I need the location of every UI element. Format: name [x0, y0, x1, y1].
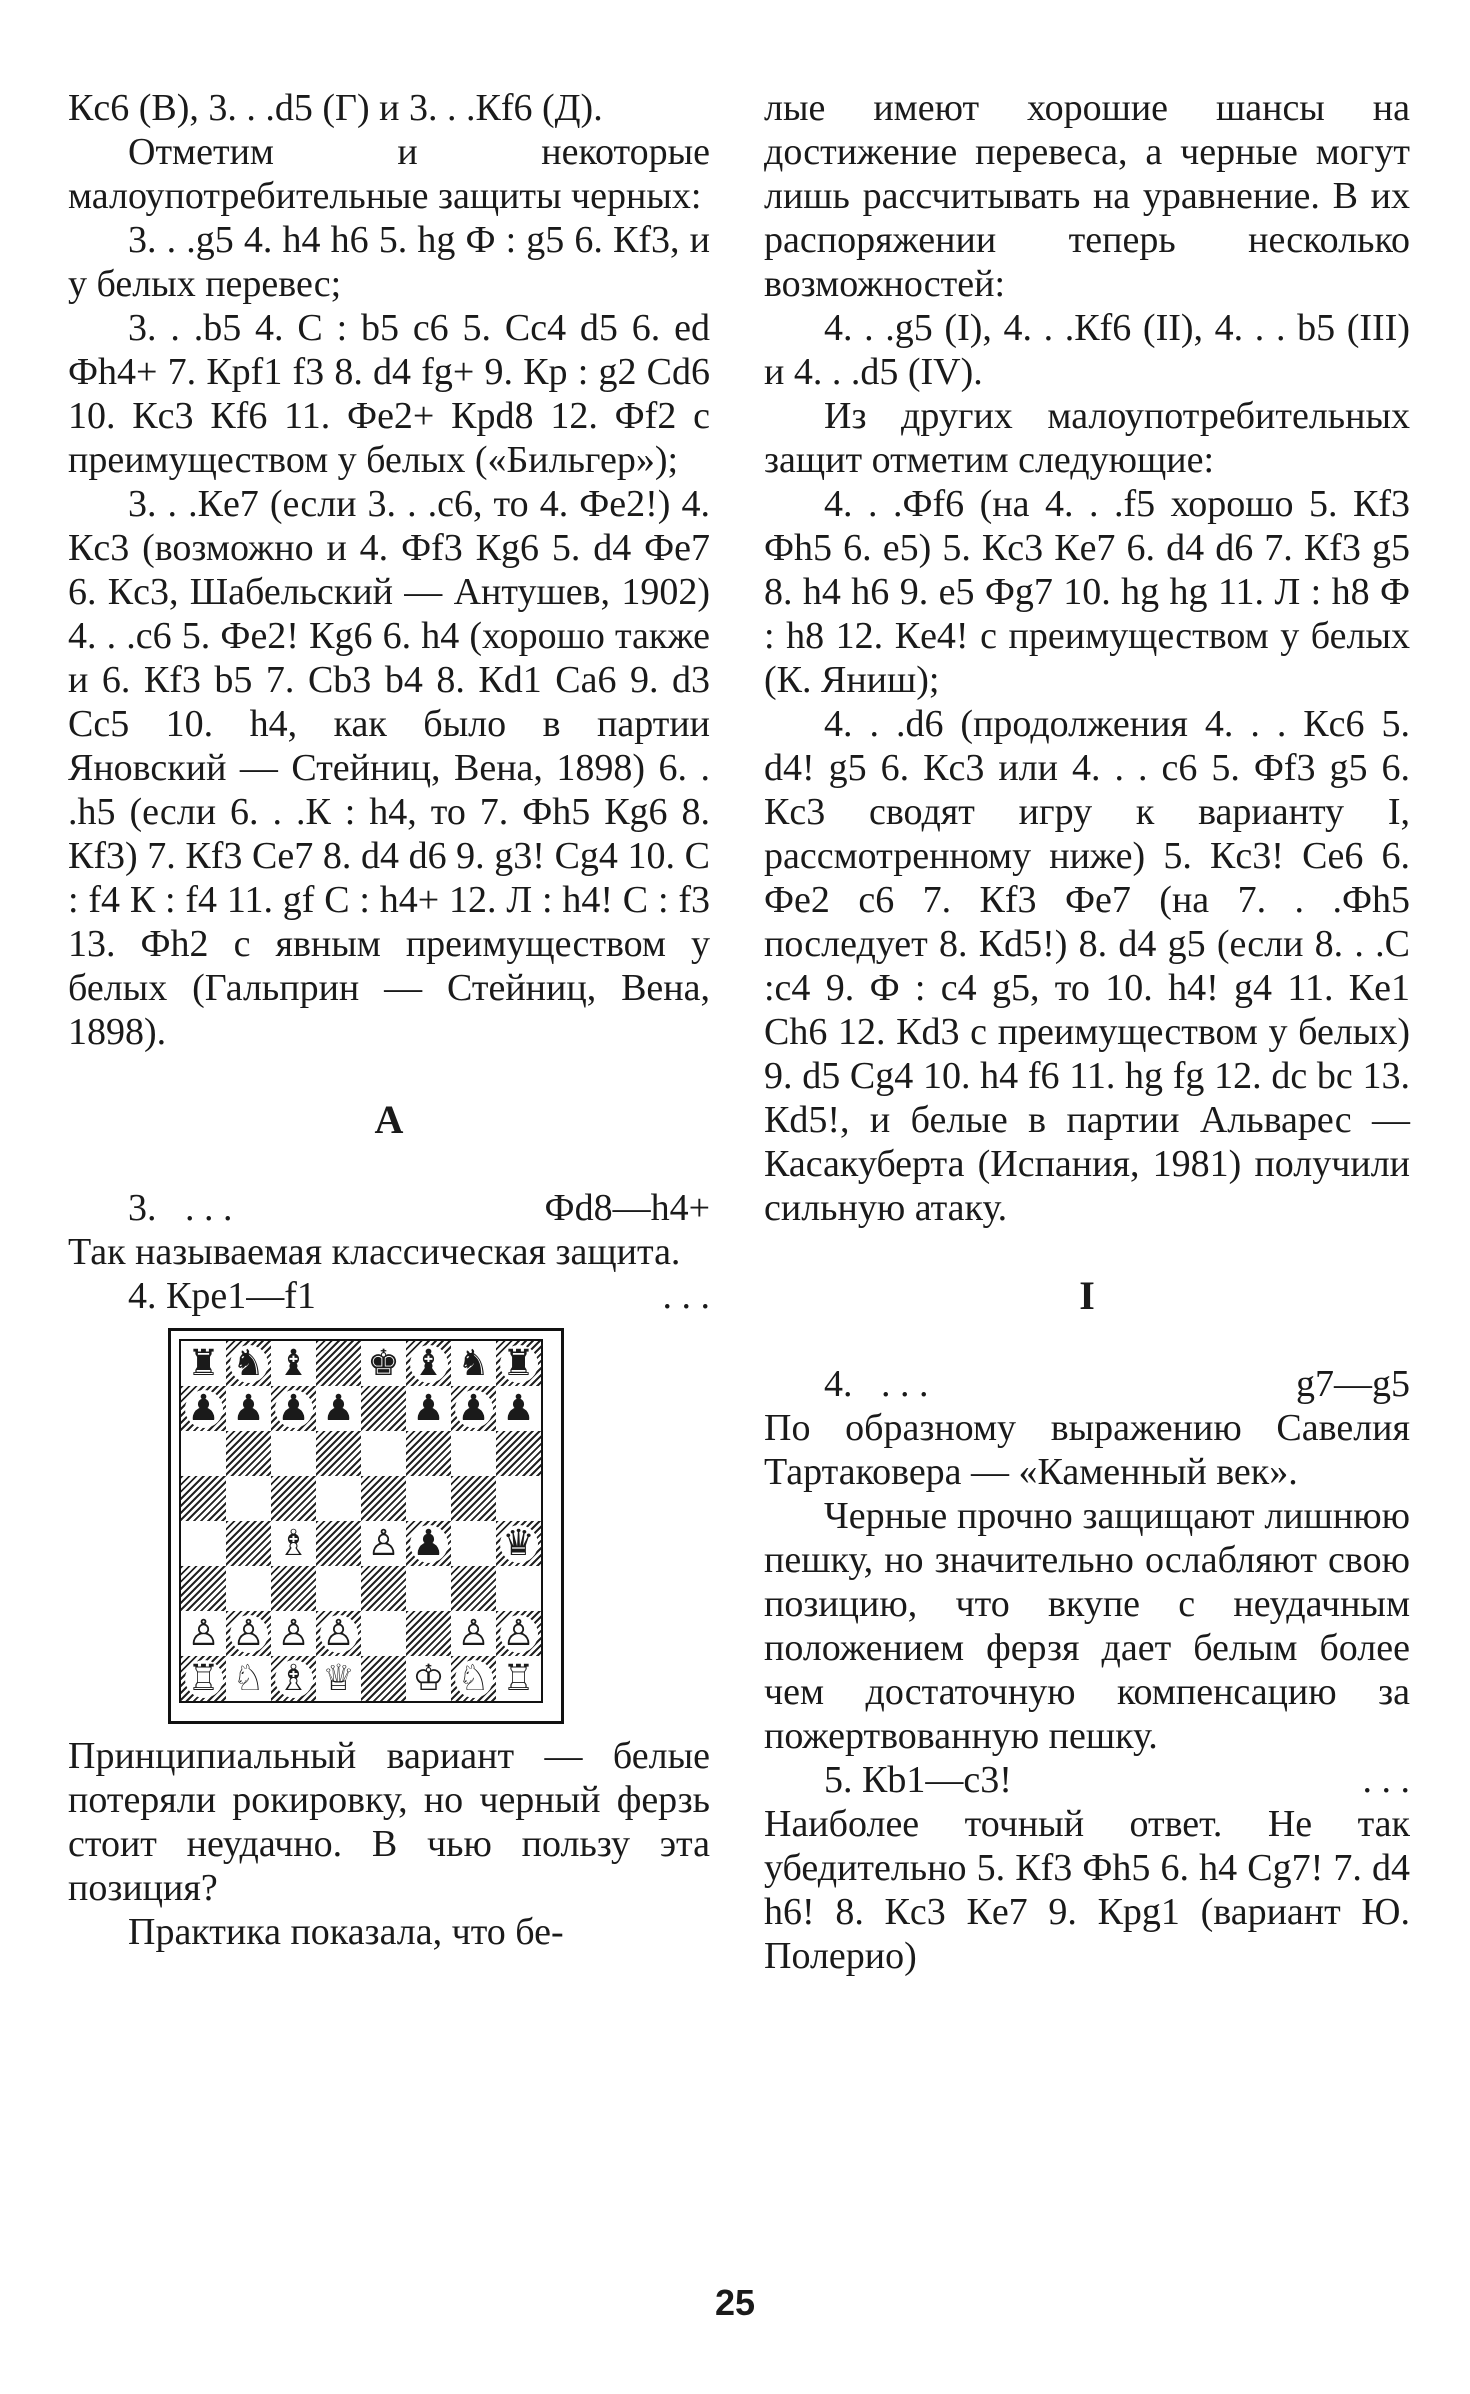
chess-diagram	[168, 1328, 564, 1724]
chess-piece-icon: ♟	[410, 1390, 448, 1428]
board-square	[451, 1386, 496, 1431]
board-square	[271, 1476, 316, 1521]
paragraph: 4. . .g5 (I), 4. . .Кf6 (II), 4. . . b5 (III) и 4. . .d5 (IV).	[764, 307, 1410, 393]
board-square	[406, 1521, 451, 1566]
board-square	[316, 1386, 361, 1431]
paragraph: 4. . .d6 (продолжения 4. . . Кc6 5. d4! g5 6. Кc3 или 4. . . c6 5. Фf3 g5 6. Кc3 сводят игру к варианту I, рассмотренному ниже) 5. Кc3! Сe6 6. Фe2 c6 7. Кf3 Фe7 (на 7. . .Фh5 последует 8. Кd5!) 8. d4 g5 (если 8. . .С :c4 9. Ф : c4 g5, то 10. h4! g4 11. Кe1 Сh6 12. Кd3 с преимуществом у белых) 9. d5 Сg4 10. h4 f6 11. hg fg 12. dc bc 13. Кd5!, и белые в партии Альварес — Касакуберта (Испания, 1981) получили сильную атаку.	[764, 703, 1410, 1229]
board-square	[316, 1611, 361, 1656]
board-square	[496, 1476, 541, 1521]
move-number: 4. Крe1—f1	[128, 1275, 316, 1317]
paragraph: Кc6 (В), 3. . .d5 (Г) и 3. . .Кf6 (Д).	[68, 87, 603, 129]
board-square	[451, 1476, 496, 1521]
board-square	[361, 1341, 406, 1386]
board-square	[496, 1566, 541, 1611]
left-column	[68, 86, 710, 1954]
board-square	[316, 1341, 361, 1386]
board-square	[451, 1611, 496, 1656]
board-square	[271, 1341, 316, 1386]
board-square	[496, 1341, 541, 1386]
board-square	[406, 1341, 451, 1386]
board-square	[271, 1431, 316, 1476]
board-square	[181, 1386, 226, 1431]
chess-piece-icon: ♚	[365, 1345, 403, 1383]
board-square	[406, 1431, 451, 1476]
move-text: Фd8—h4+	[544, 1187, 710, 1229]
chess-piece-icon: ♘	[230, 1660, 268, 1698]
board-square	[226, 1566, 271, 1611]
board-square	[361, 1521, 406, 1566]
paragraph: По образному выражению Савелия Тартаковера — «Каменный век».	[764, 1407, 1410, 1493]
board-square	[316, 1566, 361, 1611]
board-square	[496, 1431, 541, 1476]
chess-piece-icon: ♞	[455, 1345, 493, 1383]
paragraph: Наиболее точный ответ. Не так убедительно 5. Кf3 Фh5 6. h4 Сg7! 7. d4 h6! 8. Кc3 Кe7 9. Крg1 (вариант Ю. Полерио)	[764, 1803, 1410, 1977]
board-square	[451, 1566, 496, 1611]
chess-piece-icon: ♗	[275, 1525, 313, 1563]
board-square	[226, 1611, 271, 1656]
board-square	[406, 1386, 451, 1431]
chess-piece-icon: ♟	[500, 1390, 538, 1428]
chess-piece-icon: ♟	[230, 1390, 268, 1428]
chess-piece-icon: ♘	[455, 1660, 493, 1698]
chess-piece-icon: ♙	[185, 1615, 223, 1653]
move-line	[68, 1274, 710, 1318]
paragraph: 3. . .g5 4. h4 h6 5. hg Ф : g5 6. Кf3, и у белых перевес;	[68, 219, 710, 305]
board-square	[271, 1611, 316, 1656]
chess-piece-icon: ♜	[185, 1345, 223, 1383]
paragraph: Практика показала, что бе-	[128, 1911, 564, 1953]
move-line	[764, 1758, 1410, 1802]
move-text: . . .	[1362, 1759, 1410, 1801]
move-number: 3. . . .	[128, 1187, 233, 1229]
board-square	[226, 1521, 271, 1566]
board-square	[496, 1521, 541, 1566]
board-square	[451, 1341, 496, 1386]
chess-piece-icon: ♗	[275, 1660, 313, 1698]
board-square	[181, 1656, 226, 1701]
board-square	[271, 1521, 316, 1566]
board-square	[226, 1476, 271, 1521]
board-square	[361, 1386, 406, 1431]
move-number: 5. Кb1—c3!	[824, 1759, 1012, 1801]
move-line	[68, 1186, 710, 1230]
board-square	[316, 1656, 361, 1701]
chess-piece-icon: ♙	[365, 1525, 403, 1563]
chess-board	[179, 1339, 543, 1703]
paragraph: лые имеют хорошие шансы на достижение перевеса, а черные могут лишь рассчитывать на уравнение. В их распоряжении теперь несколько возможностей:	[764, 87, 1410, 305]
chess-piece-icon: ♔	[410, 1660, 448, 1698]
paragraph: 4. . .Фf6 (на 4. . .f5 хорошо 5. Кf3 Фh5 6. e5) 5. Кc3 Кe7 6. d4 d6 7. Кf3 g5 8. h4 h6 9. e5 Фg7 10. hg hg 11. Л : h8 Ф : h8 12. Кe4! с преимуществом у белых (К. Яниш);	[764, 483, 1410, 701]
chess-piece-icon: ♝	[275, 1345, 313, 1383]
board-square	[496, 1611, 541, 1656]
paragraph: 3. . .b5 4. С : b5 c6 5. Сc4 d5 6. ed Фh4+ 7. Крf1 f3 8. d4 fg+ 9. Кр : g2 Сd6 10. Кc3 Кf6 11. Фe2+ Крd8 12. Фf2 с преимуществом у белых («Бильгер»);	[68, 307, 710, 481]
board-square	[361, 1656, 406, 1701]
paragraph: Черные прочно защищают лишнюю пешку, но значительно ослабляют свою позицию, что вкупе с неудачным положением ферзя дает белым более чем достаточную компенсацию за пожертвованную пешку.	[764, 1495, 1410, 1757]
section-heading-i: I	[1079, 1273, 1095, 1318]
page-number: 25	[714, 2282, 756, 2323]
chess-piece-icon: ♖	[500, 1660, 538, 1698]
board-square	[316, 1476, 361, 1521]
chess-piece-icon: ♟	[275, 1390, 313, 1428]
section-heading-a: А	[374, 1097, 404, 1142]
board-square	[406, 1656, 451, 1701]
chess-piece-icon: ♜	[500, 1345, 538, 1383]
board-square	[361, 1431, 406, 1476]
board-square	[226, 1656, 271, 1701]
board-square	[496, 1656, 541, 1701]
move-line	[764, 1362, 1410, 1406]
board-square	[451, 1521, 496, 1566]
board-square	[181, 1341, 226, 1386]
chess-piece-icon: ♙	[500, 1615, 538, 1653]
board-square	[406, 1611, 451, 1656]
chess-piece-icon: ♟	[455, 1390, 493, 1428]
board-square	[496, 1386, 541, 1431]
paragraph: Из других малоупотребительных защит отметим следующие:	[764, 395, 1410, 481]
chess-piece-icon: ♙	[230, 1615, 268, 1653]
board-square	[226, 1386, 271, 1431]
board-square	[361, 1611, 406, 1656]
board-square	[181, 1476, 226, 1521]
move-text: g7—g5	[1296, 1363, 1410, 1405]
move-text: . . .	[662, 1275, 710, 1317]
paragraph: Так называемая классическая защита.	[68, 1231, 681, 1273]
chess-piece-icon: ♙	[320, 1615, 358, 1653]
paragraph: Принципиальный вариант — белые потеряли рокировку, но черный ферзь стоит неудачно. В чью пользу эта позиция?	[68, 1735, 710, 1909]
board-square	[406, 1566, 451, 1611]
chess-piece-icon: ♛	[500, 1525, 538, 1563]
chess-piece-icon: ♟	[320, 1390, 358, 1428]
board-square	[226, 1431, 271, 1476]
chess-piece-icon: ♞	[230, 1345, 268, 1383]
board-square	[361, 1566, 406, 1611]
board-square	[181, 1431, 226, 1476]
board-square	[451, 1656, 496, 1701]
board-square	[181, 1566, 226, 1611]
chess-piece-icon: ♙	[455, 1615, 493, 1653]
board-square	[451, 1431, 496, 1476]
chess-piece-icon: ♟	[185, 1390, 223, 1428]
chess-piece-icon: ♙	[275, 1615, 313, 1653]
board-square	[271, 1656, 316, 1701]
chess-piece-icon: ♖	[185, 1660, 223, 1698]
chess-piece-icon: ♕	[320, 1660, 358, 1698]
board-square	[181, 1521, 226, 1566]
move-number: 4. . . .	[824, 1363, 929, 1405]
board-square	[316, 1431, 361, 1476]
board-square	[181, 1611, 226, 1656]
paragraph: 3. . .Кe7 (если 3. . .c6, то 4. Фe2!) 4. Кc3 (возможно и 4. Фf3 Кg6 5. d4 Фe7 6. Кc3, Шабельский — Антушев, 1902) 4. . .c6 5. Фe2! Кg6 6. h4 (хорошо также и 6. Кf3 b5 7. Сb3 b4 8. Кd1 Сa6 9. d3 Сc5 10. h4, как было в партии Яновский — Стейниц, Вена, 1898) 6. . .h5 (если 6. . .К : h4, то 7. Фh5 Кg6 8. Кf3) 7. Кf3 Сe7 8. d4 d6 9. g3! Сg4 10. С : f4 К : f4 11. gf С : h4+ 12. Л : h4! С : f3 13. Фh2 с явным преимуществом у белых (Гальприн — Стейниц, Вена, 1898).	[68, 483, 710, 1053]
paragraph: Отметим и некоторые малоупотребительные защиты черных:	[68, 131, 710, 217]
board-square	[271, 1566, 316, 1611]
chess-piece-icon: ♝	[410, 1345, 448, 1383]
board-square	[361, 1476, 406, 1521]
board-square	[406, 1476, 451, 1521]
board-square	[316, 1521, 361, 1566]
chess-piece-icon: ♟	[410, 1525, 448, 1563]
board-square	[271, 1386, 316, 1431]
board-square	[226, 1341, 271, 1386]
right-column	[764, 86, 1410, 1978]
